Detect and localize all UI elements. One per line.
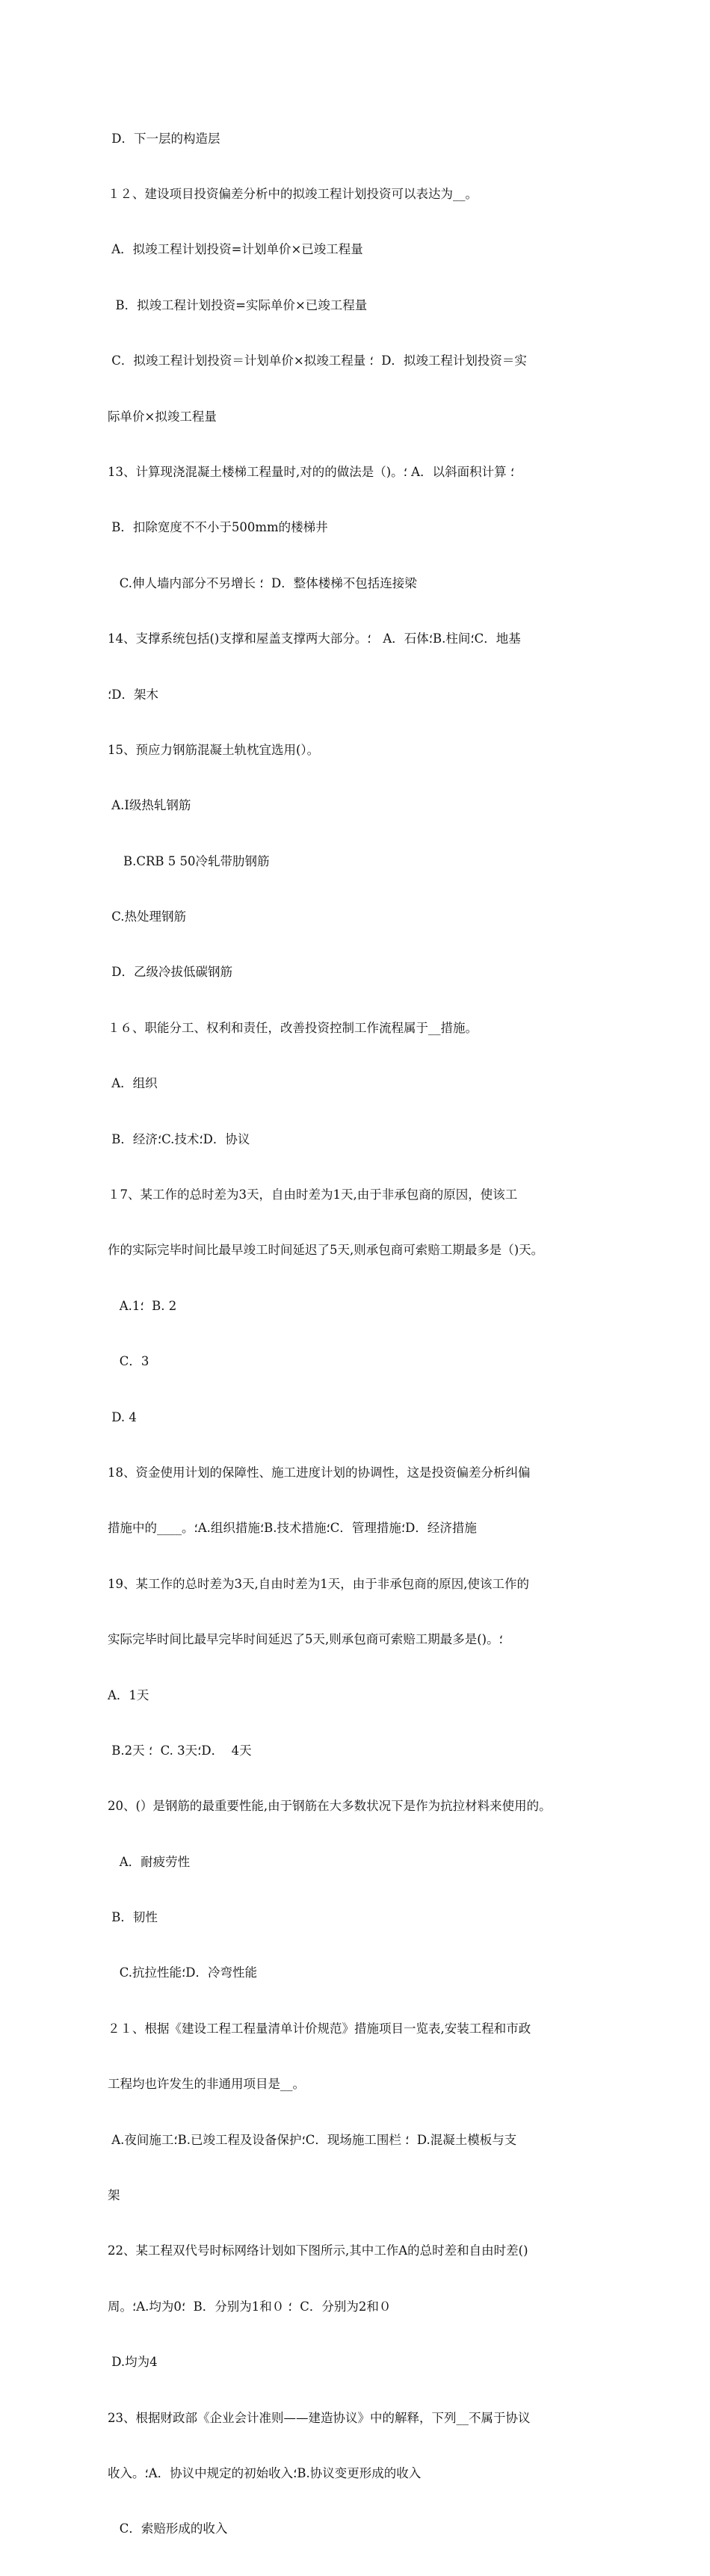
text-line: B.2天 ؛ C. 3天؛D． 4天 — [108, 1743, 252, 1758]
document-text — [108, 93, 616, 2576]
text-line: 19、某工作的总时差为3天,自由时差为1天，由于非承包商的原因,使该工作的 — [108, 1576, 529, 1591]
text-line: 18、资金使用计划的保障性、施工进度计划的协调性，这是投资偏差分析纠偏 — [108, 1465, 531, 1480]
text-line: 作的实际完毕时间比最早竣工时间延迟了5天,则承包商可索赔工期最多是（)天。 — [108, 1243, 544, 1258]
text-line: A．组织 — [108, 1076, 158, 1091]
text-line: 收入。؛A．协议中规定的初始收入؛B.协议变更形成的收入 — [108, 2466, 422, 2480]
text-line: C.伸人墙内部分不另增长 ؛ D．整体楼梯不包括连接梁 — [108, 575, 417, 590]
text-line: 22、某工程双代号时标网络计划如下图所示,其中工作A的总时差和自由时差() — [108, 2243, 528, 2258]
text-line: B．扣除宽度不不小于500mm的楼梯井 — [108, 520, 328, 535]
text-line: 措施中的____。؛A.组织措施؛B.技术措施؛C．管理措施؛D．经济措施 — [108, 1521, 477, 1536]
text-line: A.1؛ B. 2 — [108, 1298, 177, 1313]
text-line: 工程均也许发生的非通用项目是__。 — [108, 2077, 305, 2092]
text-line: １２、建设项目投资偏差分析中的拟竣工程计划投资可以表达为__。 — [108, 186, 478, 201]
text-line: C．拟竣工程计划投资＝计划单价×拟竣工程量 ؛ D．拟竣工程计划投资＝实 — [108, 353, 527, 368]
text-line: A．耐疲劳性 — [108, 1854, 191, 1869]
text-line: 际单价×拟竣工程量 — [108, 409, 217, 424]
text-line: ؛D．架木 — [108, 687, 158, 702]
text-line: 23、根据财政部《企业会计准则——建造协议》中的解释，下列__不属于协议 — [108, 2410, 531, 2425]
text-line: 14、支撑系统包括()支撑和屋盖支撑两大部分。؛ A．石体؛B.柱间؛C．地基 — [108, 631, 521, 646]
text-line: C．3 — [108, 1354, 149, 1369]
text-line: A.Ⅰ级热轧钢筋 — [108, 798, 191, 813]
text-line: 13、计算现浇混凝土楼梯工程量时,对的的做法是（)。؛ A．以斜面积计算 ؛ — [108, 464, 515, 479]
text-line: B．韧性 — [108, 1910, 158, 1925]
text-line: B．拟竣工程计划投资=实际单价×已竣工程量 — [108, 297, 368, 312]
text-line: ２１、根据《建设工程工程量清单计价规范》措施项目一览表,安装工程和市政 — [108, 2021, 531, 2036]
text-line: 15、预应力钢筋混凝土轨枕宜选用(）。 — [108, 742, 320, 757]
text-line: 周。؛A.均为0؛ B．分别为1和０ ؛ C．分别为2和０ — [108, 2299, 392, 2314]
text-line: D．下一层的构造层 — [108, 131, 220, 146]
text-line: B.CRB 5 50冷轧带肋钢筋 — [108, 853, 270, 868]
text-line: １7、某工作的总时差为3天，自由时差为1天,由于非承包商的原因，使该工 — [108, 1187, 518, 1202]
text-line: A.夜间施工؛B.已竣工程及设备保护؛C．现场施工围栏 ؛ D.混凝土模板与支 — [108, 2132, 517, 2147]
text-line: 实际完毕时间比最早完毕时间延迟了5天,则承包商可索赔工期最多是()。؛ — [108, 1632, 503, 1647]
text-line: C．索赔形成的收入 — [108, 2521, 228, 2536]
text-line: D.均为4 — [108, 2355, 158, 2370]
text-line: 架 — [108, 2188, 120, 2203]
text-line: １６、职能分工、权利和责任，改善投资控制工作流程属于__措施。 — [108, 1020, 478, 1035]
text-line: A．拟竣工程计划投资=计划单价×已竣工程量 — [108, 242, 363, 257]
text-line: C.热处理钢筋 — [108, 909, 187, 924]
text-line: 20、(）是钢筋的最重要性能,由于钢筋在大多数状况下是作为抗拉材料来使用的。 — [108, 1799, 552, 1814]
text-line: B．经济؛C.技术؛D．协议 — [108, 1131, 250, 1146]
text-line: D. 4 — [108, 1409, 137, 1424]
text-line: C.抗拉性能؛D．冷弯性能 — [108, 1965, 258, 1980]
text-line: D．乙级冷拔低碳钢筋 — [108, 965, 232, 980]
text-line: A．1天 — [108, 1687, 149, 1702]
